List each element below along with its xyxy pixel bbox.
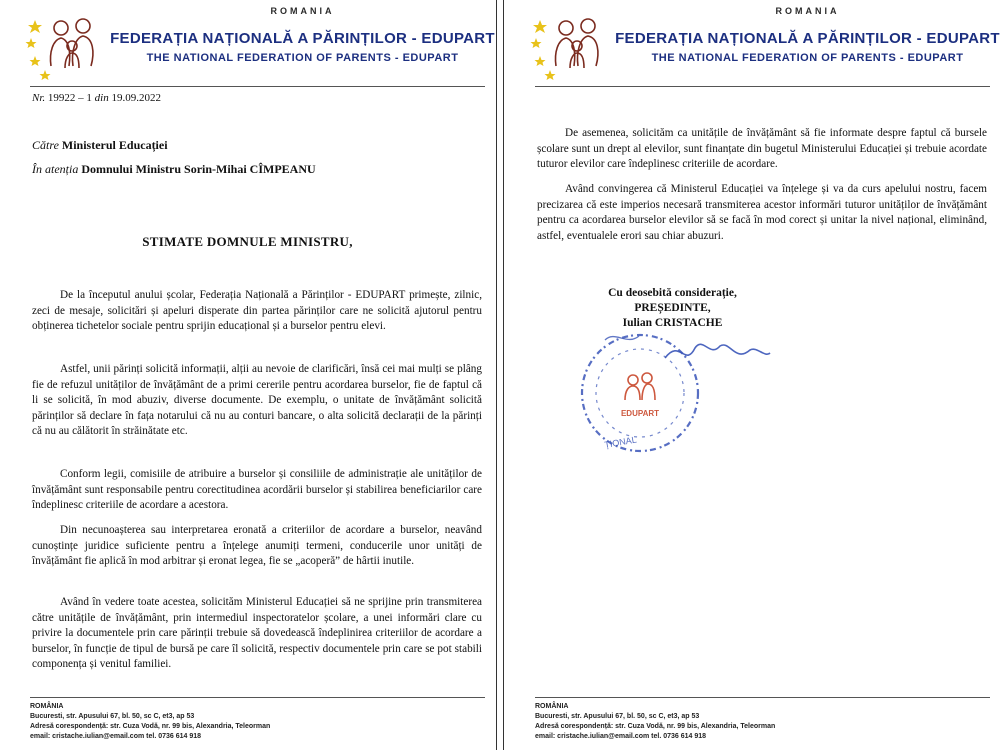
signatory-title: PREȘEDINTE, <box>634 302 711 314</box>
to-label: Către <box>32 138 59 152</box>
letterhead <box>0 0 495 88</box>
body-paragraph: Având în vedere toate acestea, solicităm Ministerul Educației să ne sprijine prin transmiterea către unitățile de învățământ, prin intermediul inspectoratelor școlare, a unei informări clare cu privire la documentele prin care părinții trebuie să dovedească îndeplinirea criteriilor de acordare a burselor, în funcție de tipul de bursă pe care îl solicită, respectiv documentele prin care se pot stabili componența și venitul familiei. <box>32 596 482 671</box>
din-label: din <box>94 92 109 104</box>
official-stamp-icon <box>545 318 785 458</box>
letter-page-1 <box>0 0 495 750</box>
footer-country: ROMÂNIA <box>535 703 569 710</box>
signatory-name: Iulian CRISTACHE <box>622 317 723 329</box>
organization-name-en: THE NATIONAL FEDERATION OF PARENTS - EDUPART <box>146 52 459 64</box>
footer-divider <box>30 697 485 698</box>
letterhead-country: ROMANIA <box>775 6 840 16</box>
footer-contact: email: cristache.iulian@email.com tel. 0736 614 918 <box>30 733 202 740</box>
body-paragraph: Din necunoașterea sau interpretarea eronată a criteriilor de acordare a burselor, neavând cunoștințe juridice suficiente pentru a înțelege anumiți termeni, conducerile unor unități de învățământ fie aplică în mod arbitrar și eronat legea, fie se „acoperă” de hârtii inutile. <box>32 524 482 568</box>
letterhead-country: ROMANIA <box>270 6 335 16</box>
recipient-line <box>32 138 168 153</box>
nr-label: Nr. <box>32 92 46 104</box>
body-paragraph: Astfel, unii părinți solicită informații, alții au nevoie de clarificări, însă cei mai mulți se plâng fie de refuzul unităților de învățământ de a primi cererile pentru acordarea burselor, fie de faptul că li se solicită, în mod abuziv, diverse documente. De exemplu, o unitate de învățământ solicită părinților să declare în fața notarului că nu au conturi bancare, o alta solicită declarații de la părinți că nu au călătorit în străinătate etc. <box>32 363 482 438</box>
reg-date: 19.09.2022 <box>111 92 161 104</box>
letter-footer <box>535 702 995 742</box>
stamp-ring-text: ȚIONAL <box>603 434 638 450</box>
body-paragraph: Având convingerea că Ministerul Educației va înțelege și va da curs apelului nostru, facem precizarea că este imperios necesară transmiterea acestor informări tuturor unităților de învățământ pentru ca acordarea burselor elevilor să se facă în mod corect și unitar la nivel național, eliminând, astfel, eventualele erori sau chiar abuzuri. <box>537 183 987 242</box>
organization-name-ro: FEDERAȚIA NAȚIONALĂ A PĂRINȚILOR - EDUPART <box>110 30 495 47</box>
page-divider <box>496 0 504 750</box>
edupart-logo-icon <box>25 8 105 80</box>
header-divider <box>535 86 990 87</box>
letter-page-2 <box>505 0 1000 750</box>
attention-name: Domnului Ministru Sorin-Mihai CÎMPEANU <box>81 162 316 176</box>
edupart-logo-icon <box>530 8 610 80</box>
reference-number <box>32 92 161 104</box>
footer-divider <box>535 697 990 698</box>
body-paragraph: De la începutul anului școlar, Federația Națională a Părinților - EDUPART primește, zilnic, zeci de mesaje, solicitări și apeluri disperate din partea părinților care ne solicită ajutorul pentru obținerea tichetelor sociale pentru sprijin educațional și a burselor pentru elevi. <box>32 289 482 333</box>
organization-name-ro: FEDERAȚIA NAȚIONALĂ A PĂRINȚILOR - EDUPART <box>615 30 1000 47</box>
footer-correspondence: Adresă corespondență: str. Cuza Vodă, nr. 99 bis, Alexandria, Teleorman <box>30 723 271 730</box>
footer-address: Bucuresti, str. Apusului 67, bl. 50, sc C, et3, ap 53 <box>535 713 700 720</box>
footer-contact: email: cristache.iulian@email.com tel. 0736 614 918 <box>535 733 707 740</box>
organization-name-en: THE NATIONAL FEDERATION OF PARENTS - EDUPART <box>651 52 964 64</box>
attention-line <box>32 162 316 177</box>
stamp-center-text: EDUPART <box>620 409 660 418</box>
footer-country: ROMÂNIA <box>30 703 64 710</box>
reg-number: 19922 – 1 <box>47 92 92 104</box>
closing-formula: Cu deosebită considerație, <box>608 287 737 299</box>
footer-address: Bucuresti, str. Apusului 67, bl. 50, sc C, et3, ap 53 <box>30 713 195 720</box>
body-paragraph: De asemenea, solicităm ca unitățile de învățământ să fie informate despre faptul că bursele școlare sunt un drept al elevilor, sunt finanțate din bugetul Ministerului Educației și trebuie acordate tuturor elevilor care îndeplinesc criteriile de acordare. <box>537 127 987 171</box>
recipient-name: Ministerul Educației <box>61 138 168 152</box>
letterhead <box>505 0 1000 88</box>
attn-label: În atenția <box>32 162 79 176</box>
letter-footer <box>30 702 490 742</box>
salutation: STIMATE DOMNULE MINISTRU, <box>142 234 353 249</box>
header-divider <box>30 86 485 87</box>
footer-correspondence: Adresă corespondență: str. Cuza Vodă, nr. 99 bis, Alexandria, Teleorman <box>535 723 776 730</box>
body-paragraph: Conform legii, comisiile de atribuire a burselor și consiliile de administrație ale unităților de învățământ sunt responsabile pentru corectitudinea acordării burselor și stabilirea beneficiarilor care îndeplinesc criteriile de acordare a acestora. <box>32 468 482 512</box>
